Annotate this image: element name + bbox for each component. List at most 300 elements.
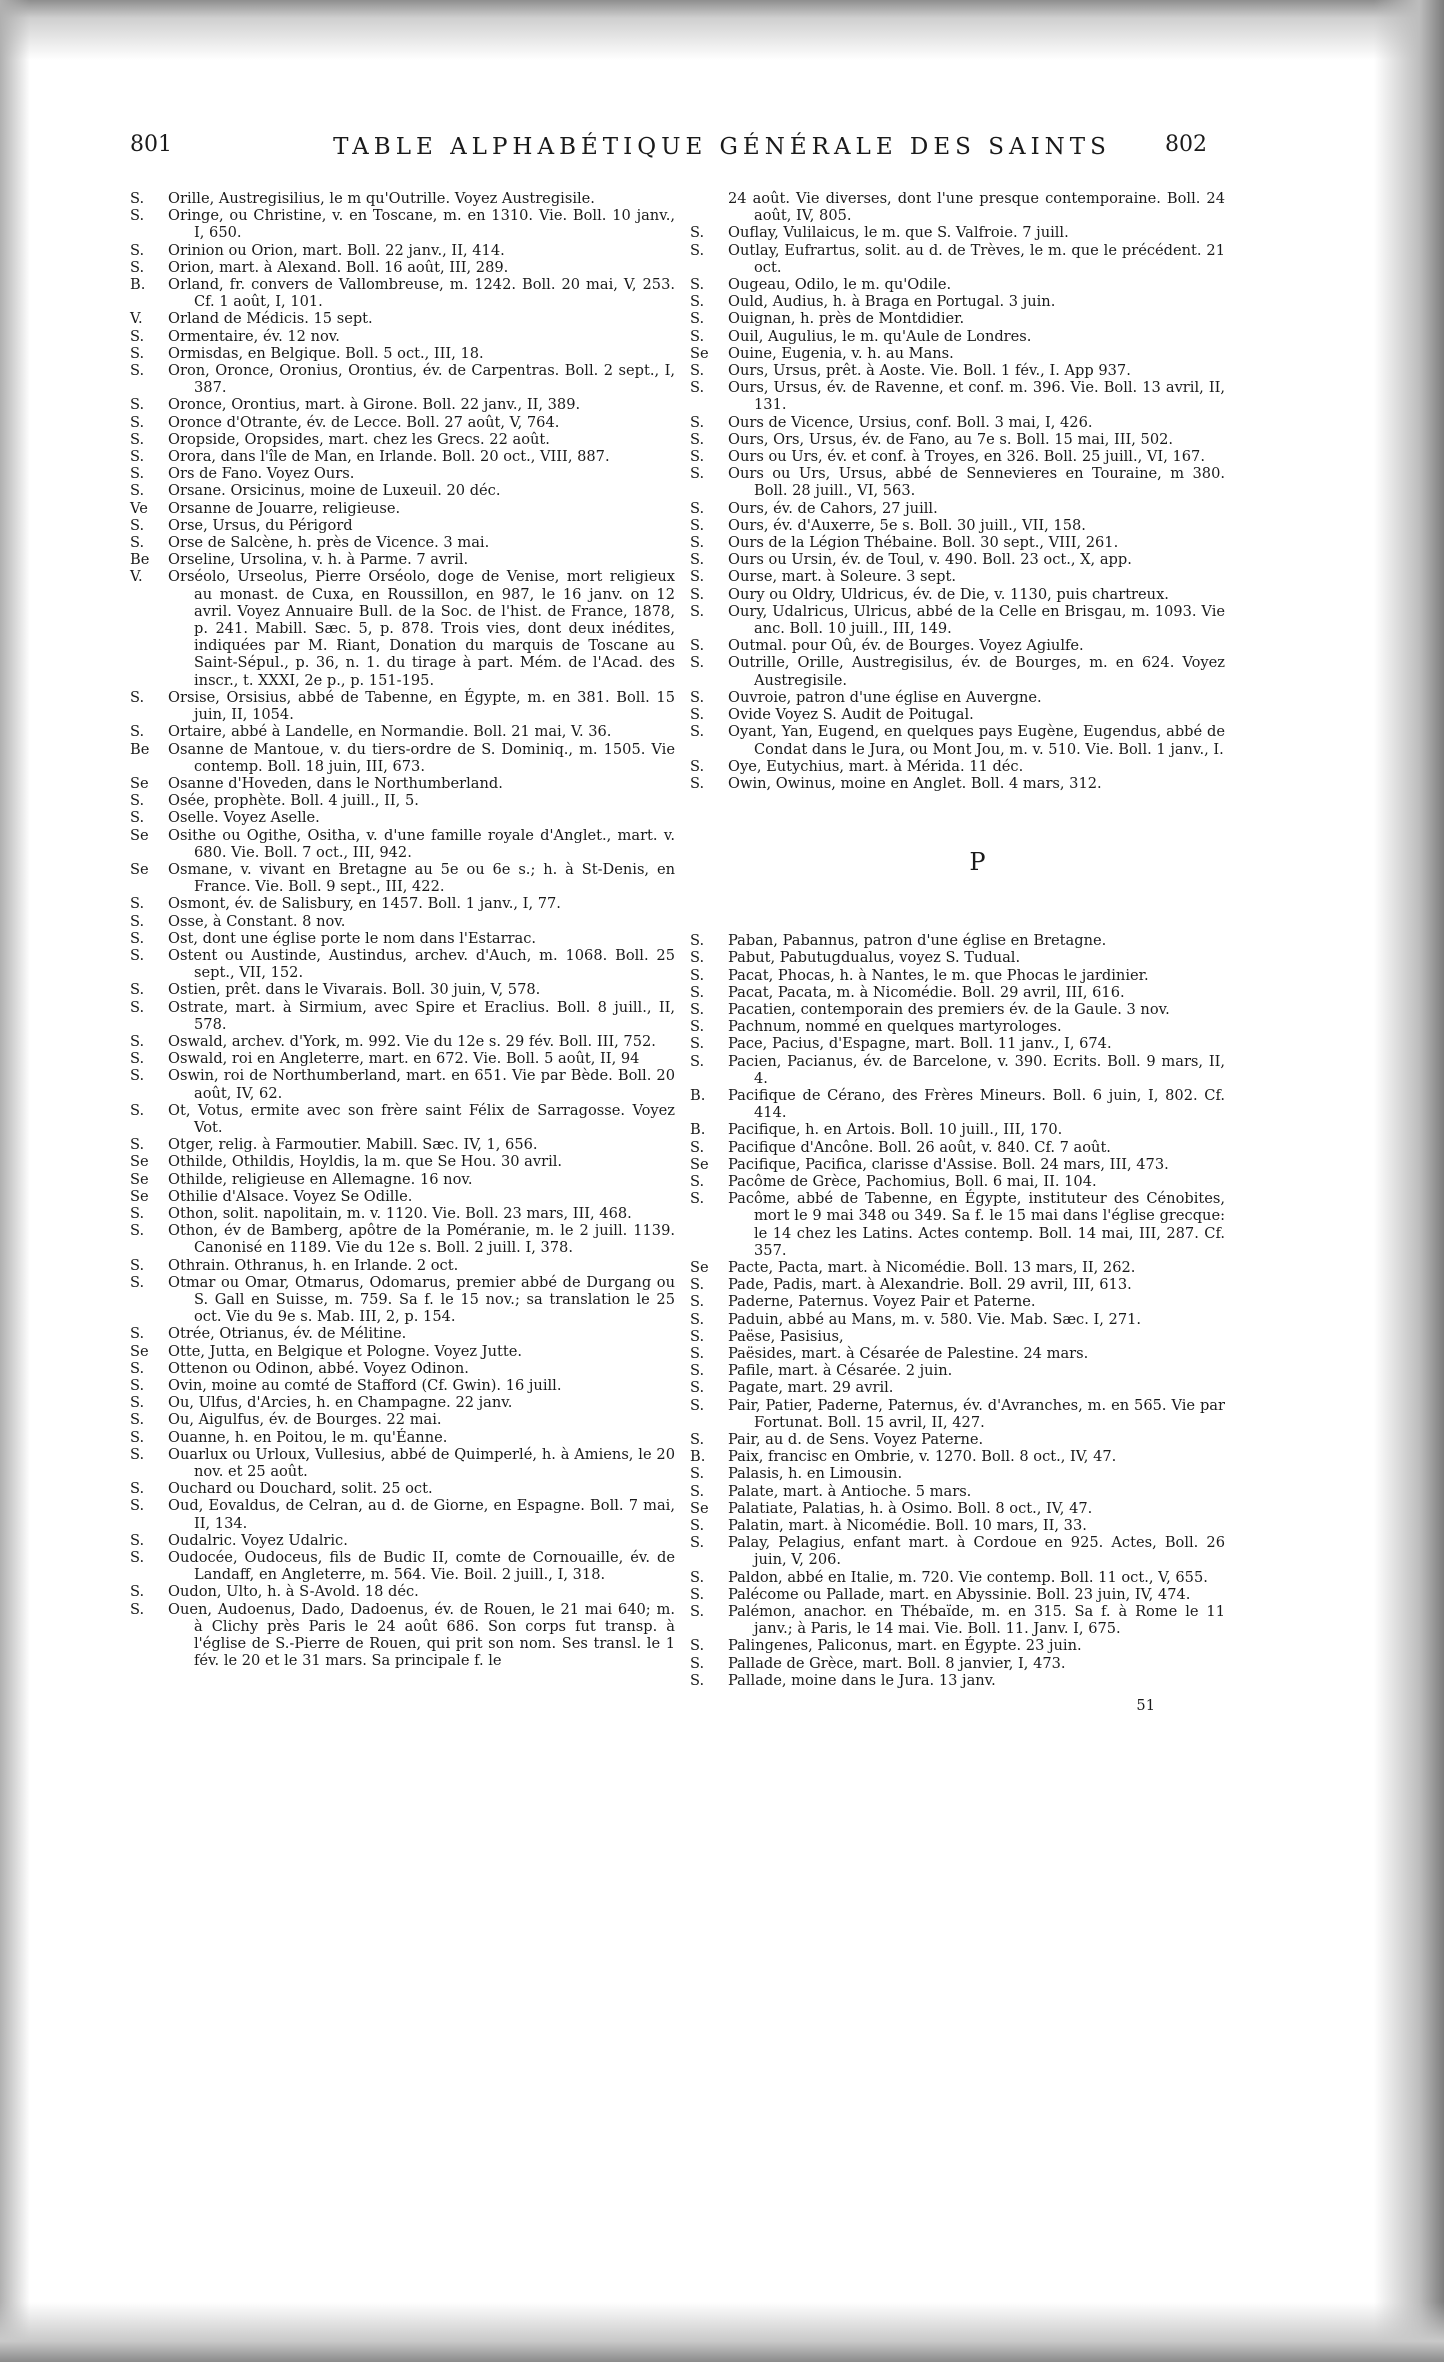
entry-prefix: S. [130, 1497, 145, 1515]
index-entry [130, 1171, 675, 1188]
index-entry [130, 414, 675, 431]
index-entry [690, 1534, 1225, 1568]
entry-text: Oyant, Yan, Eugend, en quelques pays Eugène, Eugendus, abbé de Condat dans le Jura, ou Mont Jou, m. v. 510. Vie. Boll. 1 janv., I. [728, 723, 1225, 758]
entry-text: Paderne, Paternus. Voyez Pair et Paterne. [728, 1293, 1036, 1311]
index-entry [690, 448, 1225, 465]
entry-text: Oron, Oronce, Oronius, Orontius, év. de Carpentras. Boll. 2 sept., I, 387. [168, 362, 675, 397]
entry-prefix: S. [130, 430, 145, 448]
entry-text: Oringe, ou Christine, v. en Toscane, m. en 1310. Vie. Boll. 10 janv., I, 650. [168, 207, 675, 242]
entry-prefix: S. [690, 1517, 705, 1535]
entry-prefix: S. [130, 413, 145, 431]
index-entry [130, 1532, 675, 1549]
entry-text: Orsane. Orsicinus, moine de Luxeuil. 20 déc. [168, 482, 501, 500]
index-entry [130, 913, 675, 930]
index-entry [690, 1328, 1225, 1345]
entry-prefix: S. [690, 1000, 705, 1018]
index-entry [690, 689, 1225, 706]
index-entry [690, 1173, 1225, 1190]
entry-text: Palay, Pelagius, enfant mart. à Cordoue en 925. Actes, Boll. 26 juin, V, 206. [728, 1534, 1225, 1569]
page-number-left: 801 [130, 132, 172, 157]
index-entry [690, 517, 1225, 534]
entry-text: Pade, Padis, mart. à Alexandrie. Boll. 29 avril, III, 613. [728, 1276, 1132, 1294]
entry-prefix: S. [130, 482, 145, 500]
entry-text: Pafile, mart. à Césarée. 2 juin. [728, 1362, 953, 1380]
entry-prefix: Se [130, 826, 149, 844]
index-entry [130, 276, 675, 310]
entry-text: Oury ou Oldry, Uldricus, év. de Die, v. 1130, puis chartreux. [728, 585, 1169, 603]
entry-text: Pacat, Pacata, m. à Nicomédie. Boll. 29 avril, III, 616. [728, 983, 1125, 1001]
index-entry [690, 345, 1225, 362]
entry-prefix: S. [690, 1138, 705, 1156]
index-entry [690, 293, 1225, 310]
entry-prefix: S. [690, 362, 705, 380]
entry-prefix: B. [130, 276, 146, 294]
entry-prefix: S. [130, 534, 145, 552]
index-entry [690, 1139, 1225, 1156]
entry-prefix: S. [130, 1050, 145, 1068]
entry-prefix: S. [130, 1377, 145, 1395]
entry-prefix: S. [690, 1379, 705, 1397]
index-entry [130, 431, 675, 448]
index-entry [690, 1655, 1225, 1672]
entry-prefix: S. [130, 1411, 145, 1429]
entry-text: Otte, Jutta, en Belgique et Pologne. Voyez Jutte. [168, 1342, 523, 1360]
index-entry [130, 1446, 675, 1480]
entry-prefix: S. [130, 1222, 145, 1240]
signature-mark: 51 [1136, 1697, 1155, 1715]
entry-text: Orse, Ursus, du Périgord [168, 516, 353, 534]
index-entry [130, 999, 675, 1033]
index-entry [690, 1035, 1225, 1052]
entry-prefix: S. [690, 1671, 705, 1689]
index-entry [690, 637, 1225, 654]
index-entry [690, 1500, 1225, 1517]
entry-prefix: S. [690, 1568, 705, 1586]
index-entry [690, 706, 1225, 723]
index-entry [130, 1153, 675, 1170]
right-column [690, 190, 1225, 1714]
entry-text: Oudon, Ulto, h. à S-Avold. 18 déc. [168, 1583, 419, 1601]
entry-text: Paban, Pabannus, patron d'une église en Bretagne. [728, 932, 1107, 950]
entry-text: Othrain. Othranus, h. en Irlande. 2 oct. [168, 1256, 459, 1274]
index-entry [130, 930, 675, 947]
entry-text: Palatiate, Palatias, h. à Osimo. Boll. 8 oct., IV, 47. [728, 1499, 1093, 1517]
index-entry [690, 568, 1225, 585]
entry-text: Orseline, Ursolina, v. h. à Parme. 7 avril. [168, 551, 469, 569]
entry-prefix: S. [690, 774, 705, 792]
entry-text: Othilie d'Alsace. Voyez Se Odille. [168, 1187, 413, 1205]
index-entry [690, 1053, 1225, 1087]
entry-prefix: Se [130, 774, 149, 792]
entry-text: Ovin, moine au comté de Stafford (Cf. Gwin). 16 juill. [168, 1377, 562, 1395]
scan-border-bottom [0, 2302, 1444, 2362]
index-entry [690, 1483, 1225, 1500]
index-entry [130, 741, 675, 775]
entry-text: Ours de Vicence, Ursius, conf. Boll. 3 mai, I, 426. [728, 413, 1093, 431]
entry-prefix: Se [130, 1170, 149, 1188]
entry-text: Paldon, abbé en Italie, m. 720. Vie contemp. Boll. 11 oct., V, 655. [728, 1568, 1208, 1586]
entry-prefix: B. [690, 1086, 706, 1104]
index-entry [690, 224, 1225, 241]
entry-text: Orora, dans l'île de Man, en Irlande. Boll. 20 oct., VIII, 887. [168, 448, 610, 466]
right-column-o-entries [690, 190, 1225, 792]
entry-prefix: S. [130, 688, 145, 706]
entry-text: Ou, Aigulfus, év. de Bourges. 22 mai. [168, 1411, 442, 1429]
entry-text: Oropside, Oropsides, mart. chez les Grecs. 22 août. [168, 430, 550, 448]
entry-prefix: S. [690, 1293, 705, 1311]
index-entry [130, 1377, 675, 1394]
entry-prefix: S. [690, 499, 705, 517]
entry-text: Outrille, Orille, Austregisilus, év. de Bourges, m. en 624. Voyez Austregisile. [728, 654, 1225, 689]
index-entry [130, 190, 675, 207]
entry-text: 24 août. Vie diverses, dont l'une presque contemporaine. Boll. 24 août, IV, 805. [728, 190, 1225, 225]
index-entry [130, 1222, 675, 1256]
index-entry [690, 362, 1225, 379]
index-entry [690, 586, 1225, 603]
entry-text: Outlay, Eufrartus, solit. au d. de Trèves, le m. que le précédent. 21 oct. [728, 241, 1225, 276]
entry-prefix: S. [130, 327, 145, 345]
entry-prefix: S. [690, 1344, 705, 1362]
entry-prefix: S. [690, 1172, 705, 1190]
entry-text: Ormentaire, év. 12 nov. [168, 327, 340, 345]
entry-text: Osmont, év. de Salisbury, en 1457. Boll. 1 janv., I, 77. [168, 895, 561, 913]
entry-prefix: S. [130, 207, 145, 225]
entry-text: Ost, dont une église porte le nom dans l'Estarrac. [168, 929, 537, 947]
entry-text: Pacte, Pacta, mart. à Nicomédie. Boll. 13 mars, II, 262. [728, 1258, 1136, 1276]
index-entry [130, 534, 675, 551]
index-entry [690, 1448, 1225, 1465]
entry-text: Oudalric. Voyez Udalric. [168, 1531, 348, 1549]
entry-text: Oronce, Orontius, mart. à Girone. Boll. 22 janv., II, 389. [168, 396, 581, 414]
index-entry [690, 500, 1225, 517]
index-entry [690, 1190, 1225, 1259]
entry-prefix: S. [690, 430, 705, 448]
entry-prefix: S. [690, 1482, 705, 1500]
index-entry [690, 1276, 1225, 1293]
index-entry [690, 1465, 1225, 1482]
index-entry [130, 517, 675, 534]
entry-text: Oselle. Voyez Aselle. [168, 809, 320, 827]
entry-prefix: S. [130, 1445, 145, 1463]
entry-prefix: S. [130, 1531, 145, 1549]
left-column [130, 190, 675, 1669]
right-column-p-entries [690, 932, 1225, 1689]
page-number-right: 802 [1165, 132, 1207, 157]
entry-prefix: S. [130, 723, 145, 741]
index-entry [130, 1136, 675, 1153]
entry-prefix: S. [690, 516, 705, 534]
entry-text: Ouvroie, patron d'une église en Auvergne. [728, 688, 1042, 706]
index-entry [690, 1018, 1225, 1035]
entry-prefix: S. [690, 983, 705, 1001]
entry-text: Ouen, Audoenus, Dado, Dadoenus, év. de Rouen, le 21 mai 640; m. à Clichy près Paris le 24 août 686. Son corps fut transp. à l'église de S.-Pierre de Rouen, qui prit son nom. Ses transl. le 1 fév. le 20 et le 31 mars. Sa principale f. le [168, 1600, 675, 1670]
entry-prefix: B. [690, 1448, 706, 1466]
entry-prefix: S. [690, 224, 705, 242]
index-entry [130, 1067, 675, 1101]
entry-prefix: S. [130, 1032, 145, 1050]
index-entry [690, 1672, 1225, 1689]
entry-text: Ours, év. de Cahors, 27 juill. [728, 499, 938, 517]
entry-prefix: S. [130, 241, 145, 259]
index-entry [690, 1431, 1225, 1448]
index-entry [130, 448, 675, 465]
index-entry [130, 1411, 675, 1428]
entry-prefix: S. [690, 1018, 705, 1036]
entry-text: Ostent ou Austinde, Austindus, archev. d'Auch, m. 1068. Boll. 25 sept., VII, 152. [168, 946, 675, 982]
index-entry [130, 1360, 675, 1377]
index-entry [130, 1601, 675, 1670]
entry-prefix: S. [130, 516, 145, 534]
entry-prefix: S. [690, 293, 705, 311]
index-entry [690, 328, 1225, 345]
entry-text: Ot, Votus, ermite avec son frère saint Félix de Sarragosse. Voyez Vot. [168, 1101, 675, 1136]
entry-prefix: S. [690, 1362, 705, 1380]
entry-prefix: Se [130, 1187, 149, 1205]
index-entry [690, 431, 1225, 448]
entry-text: Pallade de Grèce, mart. Boll. 8 janvier, I, 473. [728, 1654, 1066, 1672]
entry-prefix: S. [130, 1204, 145, 1222]
entry-text: Palasis, h. en Limousin. [728, 1465, 903, 1483]
entry-prefix: S. [130, 362, 145, 380]
entry-prefix: S. [130, 895, 145, 913]
scan-border-right [1374, 0, 1444, 2362]
index-entry [690, 534, 1225, 551]
entry-text: Paduin, abbé au Mans, m. v. 580. Vie. Mab. Sæc. I, 271. [728, 1310, 1142, 1328]
entry-text: Paëse, Pasisius, [728, 1327, 844, 1345]
entry-prefix: S. [130, 929, 145, 947]
entry-prefix: S. [690, 534, 705, 552]
index-entry [130, 1102, 675, 1136]
entry-text: Ouflay, Vulilaicus, le m. que S. Valfroie. 7 juill. [728, 224, 1069, 242]
entry-text: Oudocée, Oudoceus, fils de Budic II, comte de Cornouaille, év. de Landaff, en Angleterre, m. 564. Vie. Boil. 2 juill., I, 318. [168, 1549, 675, 1584]
entry-prefix: S. [130, 448, 145, 466]
entry-prefix: S. [690, 327, 705, 345]
index-entry [130, 1480, 675, 1497]
index-entry [130, 362, 675, 396]
index-entry [690, 932, 1225, 949]
index-entry [130, 861, 675, 895]
entry-text: Oswin, roi de Northumberland, mart. en 651. Vie par Bède. Boll. 20 août, IV, 62. [168, 1067, 675, 1102]
entry-prefix: S. [690, 276, 705, 294]
index-entry [130, 1394, 675, 1411]
index-entry [130, 345, 675, 362]
index-entry [690, 1156, 1225, 1173]
entry-prefix: S. [130, 1273, 145, 1291]
index-entry [690, 1586, 1225, 1603]
index-entry [690, 1569, 1225, 1586]
entry-text: Ouil, Augulius, le m. qu'Aule de Londres. [728, 327, 1032, 345]
entry-text: Ottenon ou Odinon, abbé. Voyez Odinon. [168, 1359, 469, 1377]
index-entry [690, 1517, 1225, 1534]
entry-prefix: S. [690, 1052, 705, 1070]
entry-text: Orse de Salcène, h. près de Vicence. 3 mai. [168, 534, 490, 552]
entry-prefix: S. [690, 568, 705, 586]
entry-prefix: S. [130, 1359, 145, 1377]
entry-text: Pachnum, nommé en quelques martyrologes. [728, 1018, 1062, 1036]
index-entry [690, 1379, 1225, 1396]
index-entry [690, 242, 1225, 276]
index-entry [130, 723, 675, 740]
entry-text: Pace, Pacius, d'Espagne, mart. Boll. 11 janv., I, 674. [728, 1035, 1112, 1053]
index-entry [130, 1274, 675, 1326]
entry-text: Ours, Ursus, év. de Ravenne, et conf. m. 396. Vie. Boll. 13 avril, II, 131. [728, 379, 1225, 414]
entry-text: Ours, Ursus, prêt. à Aoste. Vie. Boll. 1 fév., I. App 937. [728, 362, 1131, 380]
entry-text: Ouine, Eugenia, v. h. au Mans. [728, 344, 954, 362]
entry-text: Orland, fr. convers de Vallombreuse, m. 1242. Boll. 20 mai, V, 253. Cf. 1 août, I, 101. [168, 276, 675, 311]
entry-prefix: Se [690, 344, 709, 362]
section-letter: P [969, 848, 986, 877]
entry-text: Otmar ou Omar, Otmarus, Odomarus, premier abbé de Durgang ou S. Gall en Suisse, m. 759. Sa f. le 15 nov.; sa translation le 25 oct. Vie du 9e s. Mab. III, 2, p. 154. [168, 1273, 675, 1326]
entry-text: Pacifique de Cérano, des Frères Mineurs. Boll. 6 juin, I, 802. Cf. 414. [728, 1086, 1225, 1122]
entry-text: Oye, Eutychius, mart. à Mérida. 11 déc. [728, 757, 1024, 775]
entry-prefix: S. [690, 602, 705, 620]
entry-text: Osmane, v. vivant en Bretagne au 5e ou 6e s.; h. à St-Denis, en France. Vie. Boll. 9 sept., III, 422. [168, 860, 675, 896]
entry-text: Pacifique d'Ancône. Boll. 26 août, v. 840. Cf. 7 août. [728, 1138, 1111, 1156]
entry-text: Oswald, roi en Angleterre, mart. en 672. Vie. Boll. 5 août, II, 94 [168, 1050, 640, 1068]
entry-text: Ours de la Légion Thébaine. Boll. 30 sept., VIII, 261. [728, 534, 1119, 552]
entry-text: Osanne d'Hoveden, dans le Northumberland. [168, 774, 503, 792]
entry-text: Oud, Eovaldus, de Celran, au d. de Giorne, en Espagne. Boll. 7 mai, II, 134. [168, 1497, 675, 1532]
entry-text: Oswald, archev. d'York, m. 992. Vie du 12e s. 29 fév. Boll. III, 752. [168, 1032, 656, 1050]
entry-prefix: S. [130, 1480, 145, 1498]
index-entry [130, 1343, 675, 1360]
index-entry [130, 328, 675, 345]
entry-text: Oronce d'Otrante, év. de Lecce. Boll. 27 août, V, 764. [168, 413, 560, 431]
entry-text: Ours ou Urs, Ursus, abbé de Sennevieres en Touraine, m 380. Boll. 28 juill., VI, 563. [728, 465, 1225, 500]
entry-prefix: S. [690, 1603, 705, 1621]
entry-prefix: S. [690, 1534, 705, 1552]
entry-prefix: S. [690, 1035, 705, 1053]
index-entry [690, 465, 1225, 499]
entry-text: Ovide Voyez S. Audit de Poitugal. [728, 706, 974, 724]
entry-prefix: S. [690, 723, 705, 741]
index-entry [130, 568, 675, 688]
entry-prefix: S. [690, 1637, 705, 1655]
entry-text: Palate, mart. à Antioche. 5 mars. [728, 1482, 972, 1500]
entry-prefix: S. [690, 706, 705, 724]
entry-prefix: S. [130, 1428, 145, 1446]
index-entry [690, 1345, 1225, 1362]
index-entry [690, 1087, 1225, 1121]
entry-prefix: Se [690, 1499, 709, 1517]
index-entry [130, 1583, 675, 1600]
entry-text: Ortaire, abbé à Landelle, en Normandie. Boll. 21 mai, V. 36. [168, 723, 612, 741]
index-entry [690, 758, 1225, 775]
entry-text: Othon, solit. napolitain, m. v. 1120. Vie. Boll. 23 mars, III, 468. [168, 1204, 632, 1222]
entry-text: Pabut, Pabutugdualus, voyez S. Tudual. [728, 949, 1021, 967]
entry-prefix: S. [690, 1276, 705, 1294]
entry-text: Ours, év. d'Auxerre, 5e s. Boll. 30 juill., VII, 158. [728, 516, 1086, 534]
entry-text: Pair, au d. de Sens. Voyez Paterne. [728, 1431, 984, 1448]
entry-text: Ou, Ulfus, d'Arcies, h. en Champagne. 22 janv. [168, 1394, 513, 1412]
entry-text: Ormisdas, en Belgique. Boll. 5 oct., III, 18. [168, 344, 484, 362]
index-entry [130, 1205, 675, 1222]
index-entry [690, 1397, 1225, 1431]
index-entry [130, 1050, 675, 1067]
entry-text: Pagate, mart. 29 avril. [728, 1379, 894, 1397]
index-entry [690, 1603, 1225, 1637]
index-entry [690, 1293, 1225, 1310]
index-entry [690, 775, 1225, 792]
entry-text: Osée, prophète. Boll. 4 juill., II, 5. [168, 792, 419, 810]
index-entry [130, 981, 675, 998]
entry-prefix: S. [690, 1396, 705, 1414]
entry-prefix: Se [130, 1153, 149, 1171]
entry-text: Osse, à Constant. 8 nov. [168, 912, 346, 930]
entry-text: Pacat, Phocas, h. à Nantes, le m. que Phocas le jardinier. [728, 966, 1149, 984]
index-entry [130, 465, 675, 482]
entry-prefix: S. [130, 190, 145, 207]
entry-prefix: S. [690, 1310, 705, 1328]
entry-text: Pair, Patier, Paderne, Paternus, év. d'Avranches, m. en 565. Vie par Fortunat. Boll. 15 avril, II, 427. [728, 1396, 1225, 1431]
entry-text: Pallade, moine dans le Jura. 13 janv. [728, 1671, 996, 1689]
entry-text: Ouarlux ou Urloux, Vullesius, abbé de Quimperlé, h. à Amiens, le 20 nov. et 25 août. [168, 1445, 675, 1481]
entry-prefix: S. [690, 654, 705, 672]
entry-prefix: S. [130, 1136, 145, 1154]
entry-text: Ostrate, mart. à Sirmium, avec Spire et Eraclius. Boll. 8 juill., II, 578. [168, 998, 675, 1033]
index-entry [130, 1429, 675, 1446]
entry-prefix: Be [130, 740, 150, 758]
index-entry [130, 827, 675, 861]
entry-text: Ouignan, h. près de Montdidier. [728, 310, 965, 328]
entry-prefix: S. [130, 1549, 145, 1567]
entry-text: Palingenes, Paliconus, mart. en Égypte. 23 juin. [728, 1637, 1082, 1655]
entry-prefix: S. [130, 396, 145, 414]
entry-text: Ours ou Urs, év. et conf. à Troyes, en 326. Boll. 25 juill., VI, 167. [728, 448, 1205, 466]
index-entry [130, 809, 675, 826]
entry-prefix: S. [690, 1327, 705, 1345]
index-entry [690, 967, 1225, 984]
entry-prefix: S. [130, 1394, 145, 1412]
entry-text: Palémon, anachor. en Thébaïde, m. en 315. Sa f. à Rome le 11 janv.; à Paris, le 14 mai. Vie. Boll. 11. Janv. I, 675. [728, 1603, 1225, 1638]
entry-prefix: V. [130, 568, 143, 586]
index-entry [690, 379, 1225, 413]
entry-prefix: S. [690, 1465, 705, 1483]
entry-text: Ould, Audius, h. à Braga en Portugal. 3 juin. [728, 293, 1056, 311]
index-entry [130, 310, 675, 327]
index-entry [130, 500, 675, 517]
entry-text: Pacifique, Pacifica, clarisse d'Assise. Boll. 24 mars, III, 473. [728, 1155, 1169, 1173]
entry-prefix: Ve [130, 499, 148, 517]
index-entry [130, 1188, 675, 1205]
entry-prefix: S. [690, 448, 705, 466]
index-entry [690, 654, 1225, 688]
entry-text: Orsanne de Jouarre, religieuse. [168, 499, 401, 517]
entry-prefix: S. [690, 688, 705, 706]
entry-prefix: B. [690, 1121, 706, 1139]
entry-text: Palatin, mart. à Nicomédie. Boll. 10 mars, II, 33. [728, 1517, 1087, 1535]
entry-text: Orille, Austregisilius, le m qu'Outrille. Voyez Austregisile. [168, 190, 595, 207]
index-entry [690, 190, 1225, 224]
entry-text: Othilde, religieuse en Allemagne. 16 nov. [168, 1170, 473, 1188]
entry-text: Orland de Médicis. 15 sept. [168, 310, 373, 328]
entry-prefix: Be [130, 551, 150, 569]
entry-prefix: S. [130, 465, 145, 483]
entry-prefix: Se [130, 1342, 149, 1360]
entry-prefix: Se [690, 1155, 709, 1173]
index-entry [690, 1121, 1225, 1138]
entry-prefix: S. [130, 258, 145, 276]
entry-text: Otrée, Otrianus, év. de Mélitine. [168, 1325, 407, 1343]
entry-text: Owin, Owinus, moine en Anglet. Boll. 4 mars, 312. [728, 774, 1102, 792]
entry-prefix: S. [690, 1585, 705, 1603]
entry-prefix: S. [690, 379, 705, 397]
index-entry [130, 1497, 675, 1531]
entry-prefix: S. [130, 1325, 145, 1343]
index-entry [130, 895, 675, 912]
entry-prefix: S. [130, 981, 145, 999]
entry-text: Ougeau, Odilo, le m. qu'Odile. [728, 276, 952, 294]
